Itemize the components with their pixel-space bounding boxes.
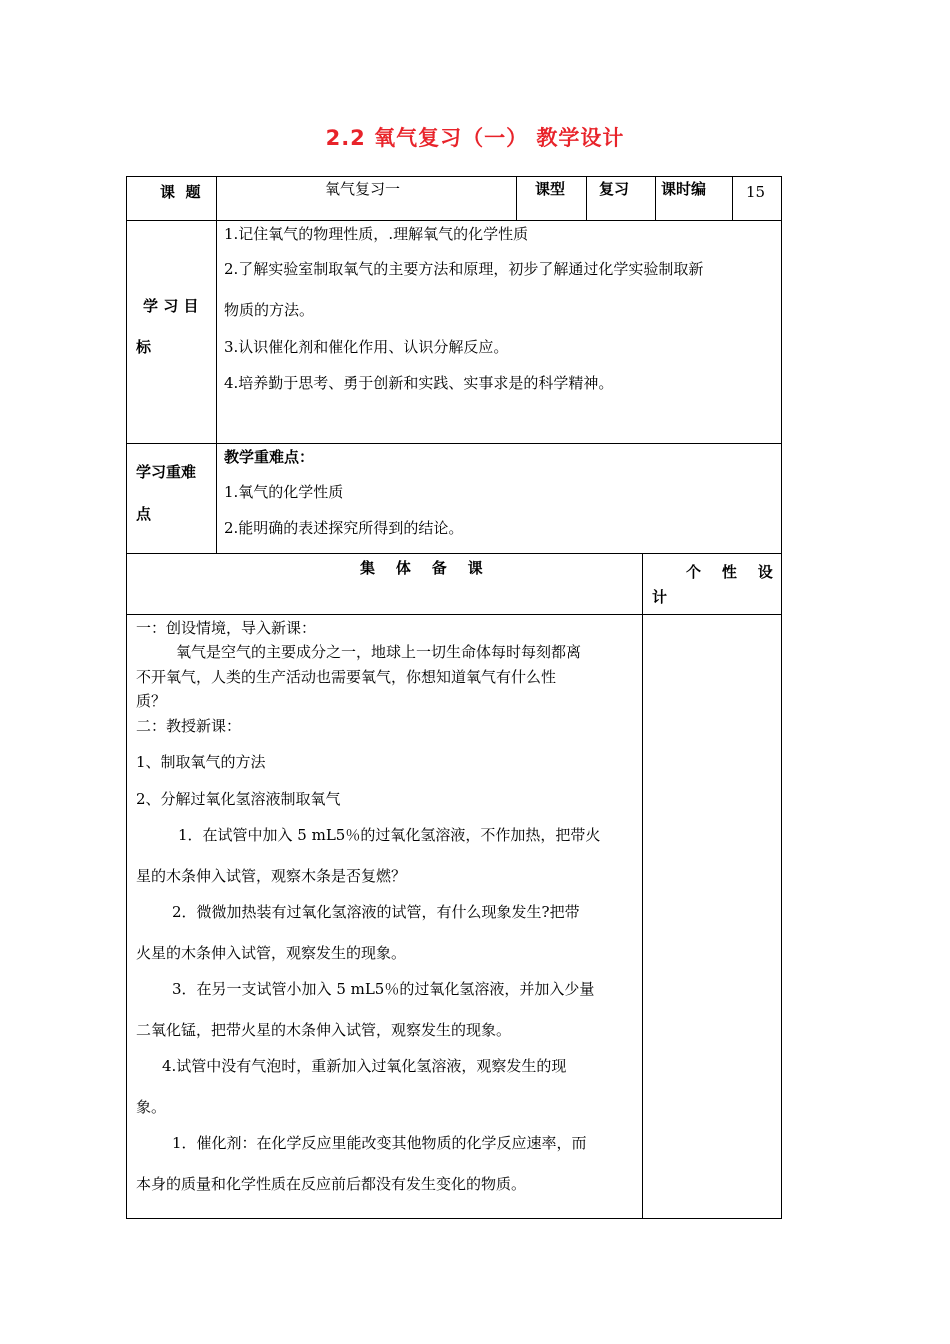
body-line: 火星的木条伸入试管，观察发生的现象。 [136,944,407,962]
body-line: 1．催化剂：在化学反应里能改变其他物质的化学反应速率，而 [172,1134,587,1152]
col-divider [642,553,643,1219]
table-border-top [126,176,782,177]
body-line: 1、制取氧气的方法 [136,753,266,771]
key-point-item: 1.氧气的化学性质 [224,483,344,501]
body-line: 1．在试管中加入 5 mL5％的过氧化氢溶液，不作加热，把带火 [178,826,601,844]
table-border-right [781,176,782,1219]
personal-design-header: 个 性 设 [686,563,773,581]
col-divider [732,176,733,221]
table-border-left [126,176,127,1219]
objective-item: 2.了解实验室制取氧气的主要方法和原理，初步了解通过化学实验制取新 [224,260,704,278]
objective-item: 3.认识催化剂和催化作用、认识分解反应。 [224,338,509,356]
body-line: 质？ [136,692,167,710]
body-line: 氧气是空气的主要成分之一，地球上一切生命体每时每刻都离 [176,643,582,661]
body-line: 星的木条伸入试管，观察木条是否复燃？ [136,867,407,885]
objectives-label: 学 习 目 [143,297,199,315]
row-divider [126,220,782,221]
body-line: 二：教授新课： [136,717,242,735]
personal-design-header-cont: 计 [652,588,668,606]
col-divider [586,176,587,221]
row-divider [126,614,782,615]
objective-item: 1.记住氧气的物理性质，.理解氧气的化学性质 [224,225,529,243]
objectives-label-cont: 标 [136,338,152,356]
objective-item: 物质的方法。 [224,301,315,319]
col-divider [516,176,517,221]
body-line: 二氧化锰，把带火星的木条伸入试管，观察发生的现象。 [136,1021,512,1039]
key-point-item: 2.能明确的表述探究所得到的结论。 [224,519,464,537]
key-points-heading: 教学重难点： [224,448,315,466]
body-line: 4.试管中没有气泡时，重新加入过氧化氢溶液，观察发生的现 [162,1057,567,1075]
lesson-number-label: 课时编 [661,180,707,198]
body-line: 2．微微加热装有过氧化氢溶液的试管，有什么现象发生?把带 [172,903,580,921]
document-title: 2.2 氧气复习（一） 教学设计 [325,126,625,150]
body-line: 本身的质量和化学性质在反应前后都没有发生变化的物质。 [136,1175,527,1193]
topic-label: 课 题 [160,183,201,201]
key-points-label-cont: 点 [136,505,152,523]
lesson-type-label: 课型 [535,180,566,198]
topic-value: 氧气复习一 [325,180,401,198]
table-border-bottom [126,1218,782,1219]
col-divider [216,176,217,554]
body-line: 象。 [136,1098,167,1116]
row-divider [126,553,782,554]
body-line: 一：创设情境，导入新课： [136,619,317,637]
key-points-label: 学习重难 [136,463,197,481]
objective-item: 4.培养勤于思考、勇于创新和实践、实事求是的科学精神。 [224,374,614,392]
collective-prep-header: 集 体 备 课 [360,559,483,577]
lesson-type-value: 复习 [599,180,630,198]
lesson-number-value: 15 [746,183,766,201]
col-divider [655,176,656,221]
body-line: 2、分解过氧化氢溶液制取氧气 [136,790,341,808]
body-line: 不开氧气，人类的生产活动也需要氧气，你想知道氧气有什么性 [136,668,557,686]
body-line: 3．在另一支试管小加入 5 mL5％的过氧化氢溶液，并加入少量 [172,980,595,998]
row-divider [126,443,782,444]
